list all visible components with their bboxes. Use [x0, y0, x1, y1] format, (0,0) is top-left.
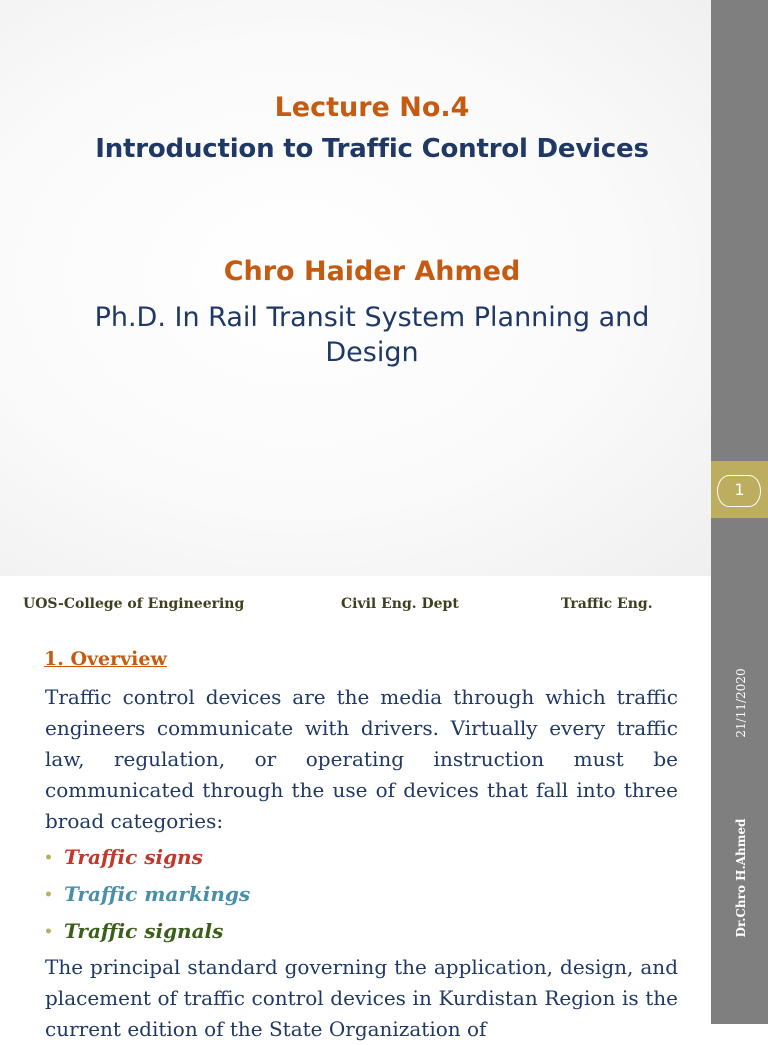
list-item [44, 843, 250, 880]
header-course: Traffic Eng. [561, 596, 653, 612]
footer-author: Dr.Chro H.Ahmed [734, 818, 748, 938]
list-item [44, 880, 250, 917]
standard-paragraph: The principal standard governing the application, design, and placement of traffic control devices in Kurdistan Region is the current edition of the State Organization of [45, 955, 678, 1041]
header-department: Civil Eng. Dept [341, 596, 459, 612]
header-college: UOS-College of Engineering [23, 596, 245, 612]
slide-date: 21/11/2020 [734, 668, 748, 738]
page-number: 1 [734, 480, 745, 499]
lecture-number: Lecture No.4 [274, 92, 470, 123]
author-name: Chro Haider Ahmed [223, 256, 521, 287]
list-item-label: Traffic signs [64, 845, 203, 869]
category-list [44, 843, 250, 954]
list-item-label: Traffic markings [64, 882, 251, 906]
bullet-icon: • [44, 850, 53, 866]
bullet-icon: • [44, 924, 53, 940]
list-item [44, 917, 250, 954]
lecture-title: Introduction to Traffic Control Devices [95, 134, 649, 164]
author-degree: Ph.D. In Rail Transit System Planning and Design [94, 302, 650, 368]
section-heading: 1. Overview [44, 648, 167, 670]
bullet-icon: • [44, 887, 53, 903]
overview-paragraph: Traffic control devices are the media through which traffic engineers communicate with drivers. Virtually every traffic law, regulation, or operating instruction must be communicated through the use of devices that fall into three broad categories: [45, 685, 678, 833]
list-item-label: Traffic signals [64, 919, 224, 943]
